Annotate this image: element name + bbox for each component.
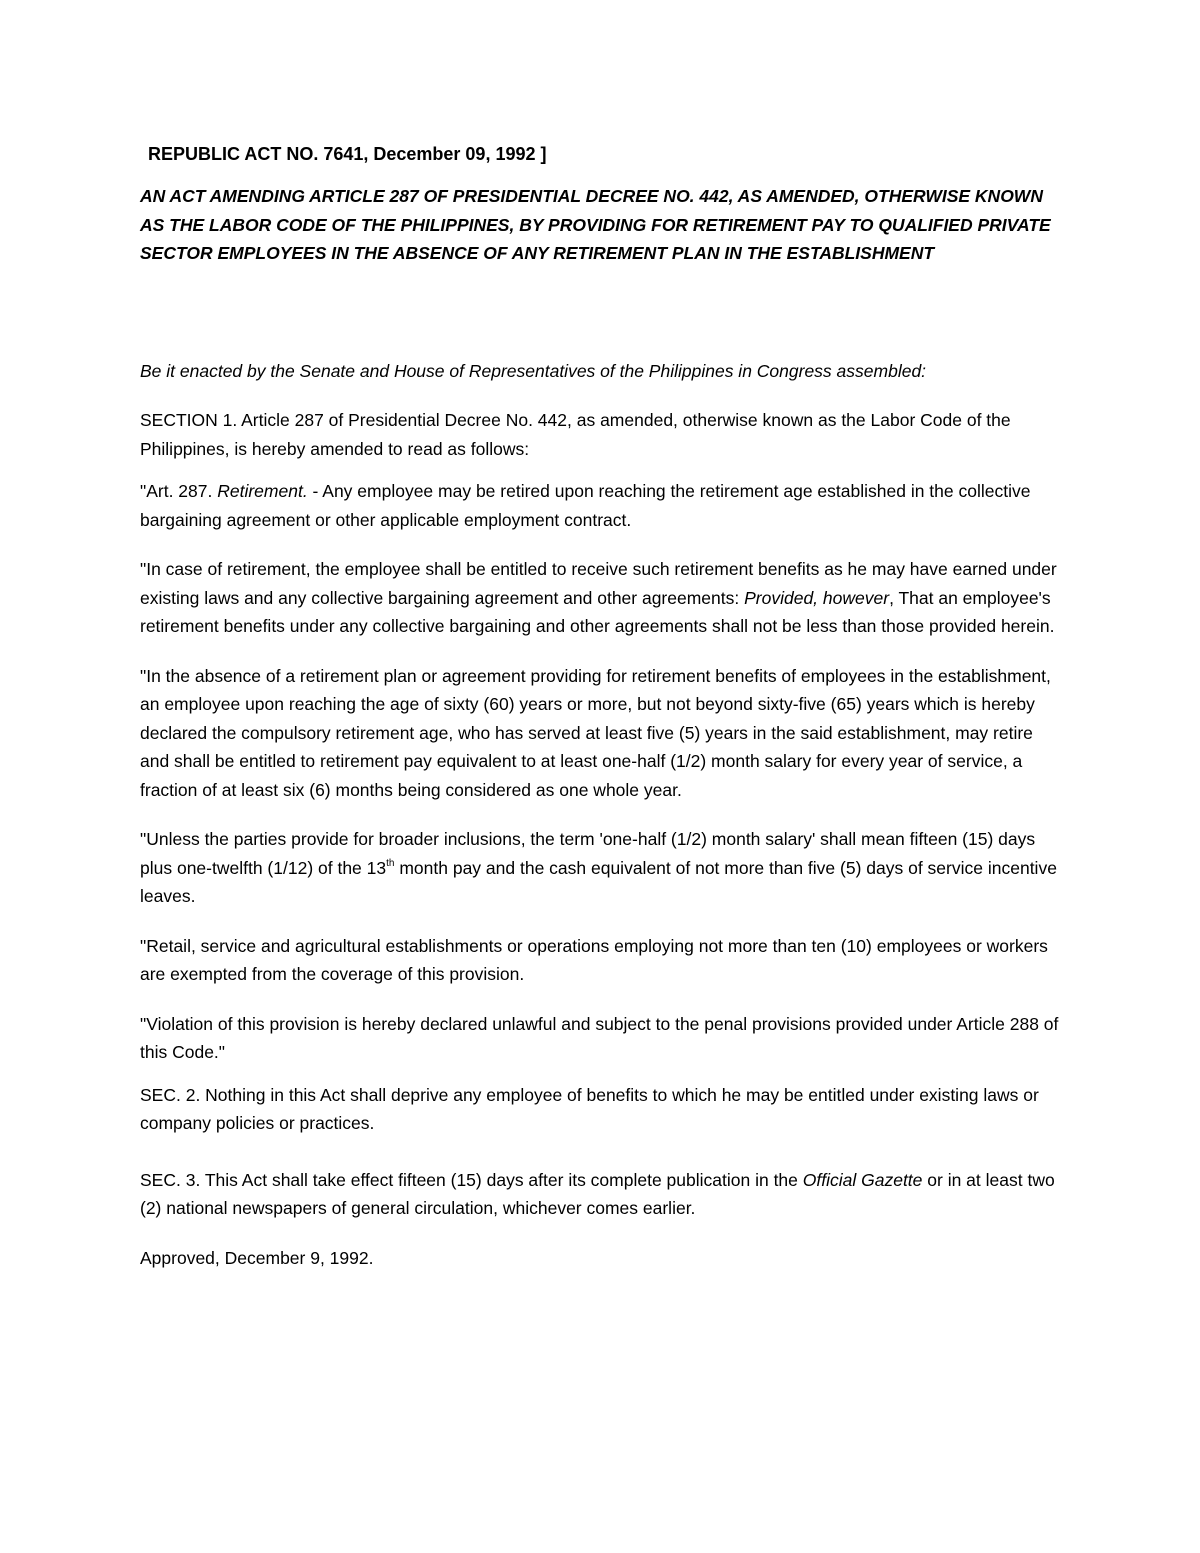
article-287-retirement bbox=[140, 477, 1065, 534]
section-3 bbox=[140, 1166, 1065, 1223]
unless-text-after: month pay and the cash equivalent of not more than five (5) days of service incentive leaves. bbox=[140, 857, 1057, 906]
act-long-title: AN ACT AMENDING ARTICLE 287 OF PRESIDENTIAL DECREE NO. 442, AS AMENDED, OTHERWISE KNOWN AS THE LABOR CODE OF THE PHILIPPINES, BY PROVIDING FOR RETIREMENT PAY TO QUALIFIED PRIVATE SECTOR EMPLOYEES IN THE ABSENCE OF ANY RETIREMENT PLAN IN THE ESTABLISHMENT bbox=[140, 186, 1051, 263]
paragraph-unless bbox=[140, 825, 1065, 911]
paragraph-absence-of-plan: "In the absence of a retirement plan or agreement providing for retirement benefits of employees in the establishment, an employee upon reaching the age of sixty (60) years or more, but not beyond sixty-five (65) years which is hereby declared the compulsory retirement age, who has served at least five (5) years in the said establishment, may retire and shall be entitled to retirement pay equivalent to at least one-half (1/2) month salary for every year of service, a fraction of at least six (6) months being considered as one whole year. bbox=[140, 665, 1051, 800]
paragraph-violation: "Violation of this provision is hereby declared unlawful and subject to the penal provisions provided under Article 288 of this Code." bbox=[140, 1013, 1059, 1062]
article-287-text: - Any employee may be retired upon reaching the retirement age established in the collective bargaining agreement or other applicable employment contract. bbox=[140, 481, 1031, 530]
article-287-prefix: "Art. 287. bbox=[140, 481, 218, 501]
act-title: REPUBLIC ACT NO. 7641, December 09, 1992 ] bbox=[148, 144, 547, 164]
section-3-before: SEC. 3. This Act shall take effect fifteen (15) days after its complete publication in the bbox=[140, 1169, 803, 1190]
section-3-after: or in at least two (2) national newspapers of general circulation, whichever comes earlier. bbox=[140, 1169, 1055, 1218]
enacting-clause: Be it enacted by the Senate and House of Representatives of the Philippines in Congress assembled: bbox=[140, 360, 927, 381]
document-body bbox=[140, 140, 1065, 1293]
official-gazette: Official Gazette bbox=[802, 1169, 923, 1190]
case-text-before: "In case of retirement, the employee shall be entitled to receive such retirement benefits as he may have earned under existing laws and any collective bargaining agreement and other agreements: bbox=[140, 559, 1057, 608]
paragraph-case-of-retirement bbox=[140, 555, 1065, 641]
unless-superscript: th bbox=[386, 857, 395, 869]
section-2: SEC. 2. Nothing in this Act shall deprive any employee of benefits to which he may be entitled under existing laws or company policies or practices. bbox=[140, 1084, 1039, 1133]
paragraph-retail-exemption: "Retail, service and agricultural establishments or operations employing not more than ten (10) employees or workers are exempted from the coverage of this provision. bbox=[140, 935, 1048, 984]
unless-text-before: "Unless the parties provide for broader inclusions, the term 'one-half (1/2) month salary' shall mean fifteen (15) days plus one-twelfth (1/12) of the 13 bbox=[140, 829, 1036, 878]
case-proviso: Provided, however bbox=[744, 587, 890, 608]
section-1: SECTION 1. Article 287 of Presidential Decree No. 442, as amended, otherwise known as the Labor Code of the Philippines, is hereby amended to read as follows: bbox=[140, 410, 1011, 459]
approval-date: Approved, December 9, 1992. bbox=[140, 1247, 374, 1268]
article-287-heading: Retirement. bbox=[217, 481, 308, 501]
case-text-after: , That an employee's retirement benefits under any collective bargaining and other agreements shall not be less than those provided herein. bbox=[140, 587, 1055, 636]
